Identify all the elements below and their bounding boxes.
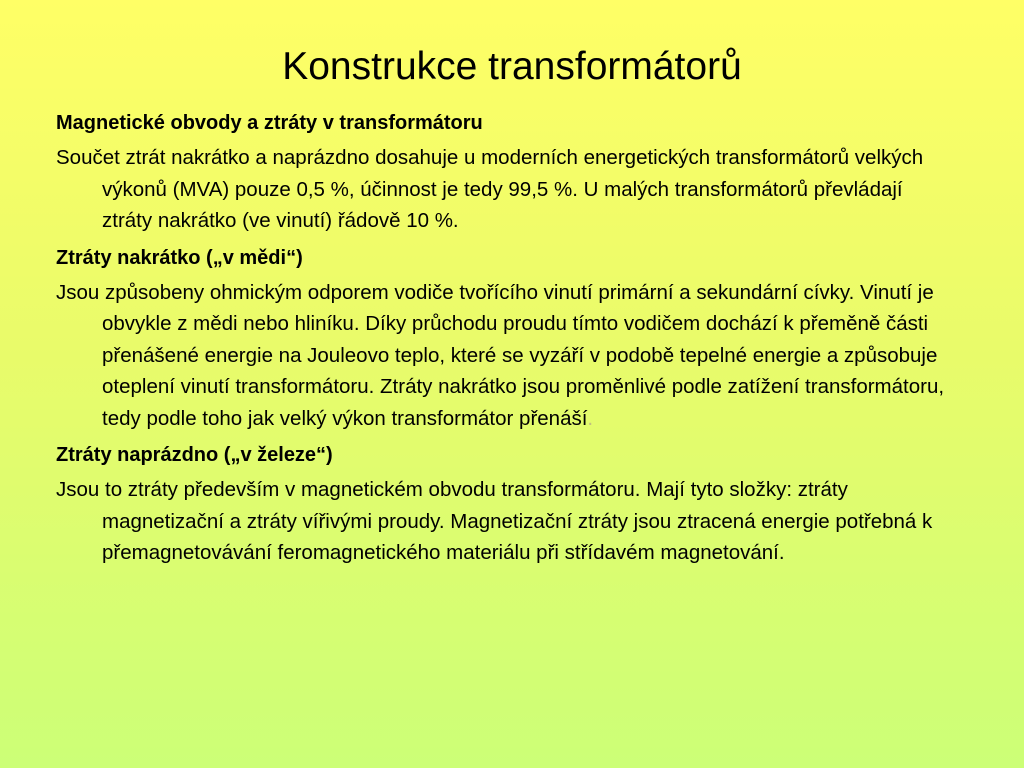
section-heading-iron-losses: Ztráty naprázdno („v železe“) [56, 444, 333, 466]
section-heading-magnetic-circuits: Magnetické obvody a ztráty v transformátoru [56, 112, 483, 134]
copper-losses-body: Jsou způsobeny ohmickým odporem vodiče tvořícího vinutí primární a sekundární cívky. Vinutí je obvykle z mědi nebo hliníku. Díky průchodu proudu tímto vodičem dochází k přeměně části přenášené energie na Jouleovo teplo, které se vyzáří v podobě tepelné energie a způsobuje oteplení vinutí transformátoru. Ztráty nakrátko jsou proměnlivé podle zatížení transformátoru, tedy podle toho jak velký výkon transformátor přenáší [56, 280, 945, 430]
copper-losses-trailing-dot: . [587, 406, 594, 430]
section-text-iron-losses: Jsou to ztráty především v magnetickém obvodu transformátoru. Mají tyto složky: ztráty magnetizační a ztráty vířivými proudy. Magnetizační ztráty jsou ztracená energie potřebná k přemagnetovávání feromagnetického materiálu při střídavém magnetování. [56, 478, 933, 564]
section-text-magnetic-circuits: Součet ztrát nakrátko a naprázdno dosahuje u moderních energetických transformátorů velkých výkonů (MVA) pouze 0,5 %, účinnost je tedy 99,5 %. U malých transformátorů převládají ztráty nakrátko (ve vinutí) řádově 10 %. [56, 146, 924, 232]
slide-title: Konstrukce transformátorů [282, 45, 742, 88]
section-heading-copper-losses: Ztráty nakrátko („v mědi“) [56, 246, 303, 269]
slide-content [56, 108, 956, 575]
section-text-copper-losses [56, 277, 956, 435]
